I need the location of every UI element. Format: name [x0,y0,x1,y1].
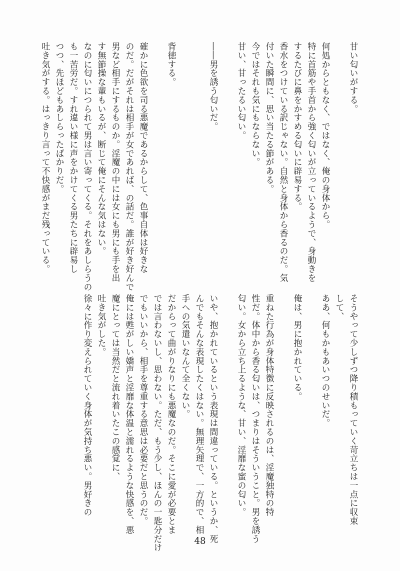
text-line: んでもそんな表現したくはない。無理矢理で、一方的で、相 [194,294,204,535]
text-line: するたびに鼻をかすめる匂いに辟易する。 [292,42,302,212]
text-line: 背徳する。 [166,42,176,87]
text-line: 特に首筋や手首から強く匂いが立っているようで、身動きを [306,42,316,283]
text-line: も一苦労だ。すれ違い様に声をかけてくる男たちに辟易し [68,42,78,274]
text-line [220,294,234,531]
text-line: 俺は、男に抱かれている。 [292,294,302,401]
text-line: 香水をつけている訳じゃない。自然と身体から香るのだ。気 [278,42,288,283]
text-line: 甘い匂いがする。 [348,42,358,114]
text-line [332,42,346,284]
text-line: 俺には甦がしい嬌声と淫靡な体温と濡れるような快感を、悪 [124,294,134,535]
text-line: なのに匂いにつられて男は言い寄ってくる。それをあしらうの [82,42,92,292]
text-line: でもいいから、相手を尊重する意思は必要だと思うのだ。 [138,294,148,526]
text-line: では言わないし、思わない。ただ、もう少し、ほんの一匙分だけ [152,294,162,553]
text-line [304,294,318,531]
page-number: 48 [194,537,206,547]
text-line: そうやって少しずつ降り積もっていく苛立ちは一点に収束 [348,294,358,526]
text-line: 何処からともなく、ではなく、俺の身体から。 [320,42,330,229]
text-line: 確かに色欲を司る悪魔であるからして、色事自体は好きな [138,42,148,274]
text-line: 甘い、甘ったるい匂い。 [236,42,246,140]
text-line: す無節操な輩もいるが、断じて俺にそんな気はない。 [96,42,106,256]
text-line: 今ではそれも気にもならない。 [250,42,260,167]
text-line: ――男を誘う匂いだ。 [208,42,218,131]
text-line [220,42,234,284]
text-line: 魔にとっては当然だと流れ着いたこの感覚に、 [110,294,120,481]
text-line: 重ねた行為が身体特徴に反映されるのは、淫魔独特の特 [264,294,274,517]
text-line: 匂い。女から立ち上るような、甘い、淫靡な蜜の匂い。 [236,294,246,517]
text-line: 徐々に作り変えられていく身体が気持ち悪い。男好きの [82,294,92,517]
text-line: 手への気遣いなんて全くない。 [180,294,190,419]
text-line [276,294,290,531]
text-line: 男など相手にするものか。淫魔の中には女にも男にも手を出 [110,42,120,283]
text-line: 吐き気がする。はっきり言って不快感がまだ残っている。 [40,42,50,274]
upper-text-block [38,42,360,292]
text-line: して、 [334,294,344,321]
text-line: つつ、先ほどもあしらったばかりだ。 [54,42,64,194]
text-line [192,42,206,284]
text-line: 吐き気がした。 [96,294,106,357]
text-line: だからって曲がりなりにも悪魔なのだ。そこに愛が必要とま [166,294,176,535]
text-line: ああ、何もかもあいつのせいだ。 [320,294,330,428]
text-line: 性だ。体中から香る匂いは、つまりはそういうこと。男を誘う [250,294,260,544]
text-line: のだ。だがそれは相手が女であれば、の話だ。誰が好き好んで [124,42,134,292]
text-line [178,42,192,284]
text-line: 付いた瞬間に、思い当たる節がある。 [264,42,274,194]
text-line: いや、抱かれているという表現は間違っている。というか、死 [208,294,218,544]
text-line [150,42,164,284]
